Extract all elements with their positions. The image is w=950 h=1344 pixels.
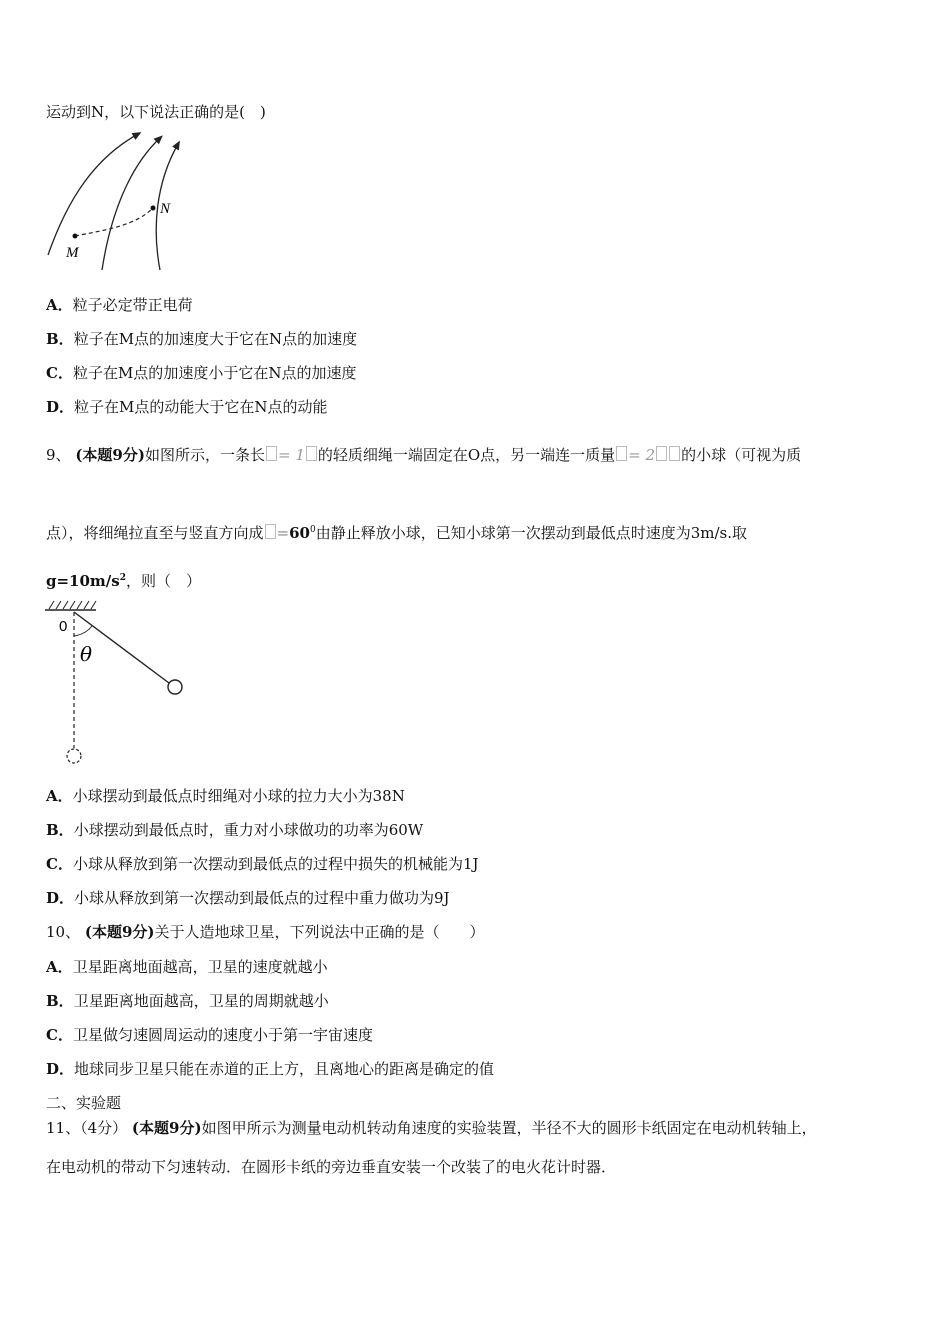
q10-option-a: A．卫星距离地面越高，卫星的速度就越小 <box>46 958 328 976</box>
missing-glyph-icon <box>616 446 627 461</box>
label-o: 0 <box>59 618 68 635</box>
q8-stem-tail: 运动到N，以下说法正确的是( ) <box>46 103 266 121</box>
pendulum-figure <box>40 598 200 773</box>
ball-bottom-dashed <box>67 749 81 763</box>
trajectory <box>75 208 153 236</box>
missing-glyph-icon <box>266 446 277 461</box>
q9-stem-line2: 点），将细绳拉直至与竖直方向成 $=60^0$由静止释放小球，已知小球第一次摆动到最低点时速度为3m/s.取 <box>46 524 747 542</box>
q11-stem-line1: 11、（4分） (本题9分)如图甲所示为测量电动机转动角速度的实验装置，半径不大的圆形卡纸固定在电动机转轴上， <box>46 1119 817 1137</box>
q9-option-b: B．小球摆动到最低点时，重力对小球做功的功率为60W <box>46 821 424 839</box>
point-n <box>151 206 156 211</box>
q8-option-a: A．粒子必定带正电荷 <box>46 296 193 314</box>
q9-stem-line3: $g=10m/s^2$，则（ ） <box>46 572 202 590</box>
section-heading: 二、实验题 <box>46 1094 122 1112</box>
missing-glyph-icon <box>306 446 317 461</box>
q9-option-c: C．小球从释放到第一次摆动到最低点的过程中损失的机械能为1J <box>46 855 479 873</box>
label-m: M <box>66 245 79 261</box>
ball <box>168 680 182 694</box>
missing-glyph-icon <box>669 446 680 461</box>
q10-option-c: C．卫星做匀速圆周运动的速度小于第一宇宙速度 <box>46 1026 373 1044</box>
missing-glyph-icon <box>265 524 276 539</box>
field-line-1 <box>48 134 138 255</box>
q9-stem-line1: 9、 (本题9分)如图所示，一条长 = 1 的轻质细绳一端固定在O点，另一端连一质量 = 2 的小球（可视为质 <box>46 446 802 464</box>
q9-option-d: D．小球从释放到第一次摆动到最低点的过程中重力做功为9J <box>46 889 450 907</box>
point-m <box>73 234 78 239</box>
label-theta: θ <box>80 642 93 666</box>
electric-field-figure <box>40 128 200 273</box>
q9-option-a: A．小球摆动到最低点时细绳对小球的拉力大小为38N <box>46 787 405 805</box>
q8-option-c: C．粒子在M点的加速度小于它在N点的加速度 <box>46 364 357 382</box>
q8-option-b: B．粒子在M点的加速度大于它在N点的加速度 <box>46 330 358 348</box>
field-line-2 <box>102 138 160 270</box>
q10-stem: 10、 (本题9分)关于人造地球卫星，下列说法中正确的是（ ） <box>46 923 485 941</box>
q10-option-b: B．卫星距离地面越高，卫星的周期就越小 <box>46 992 329 1010</box>
q8-option-d: D．粒子在M点的动能大于它在N点的动能 <box>46 398 328 416</box>
q11-stem-line2: 在电动机的带动下匀速转动．在圆形卡纸的旁边垂直安装一个改装了的电火花计时器． <box>46 1158 617 1176</box>
label-n: N <box>160 201 171 217</box>
missing-glyph-icon <box>656 446 667 461</box>
q10-option-d: D．地球同步卫星只能在赤道的正上方，且离地心的距离是确定的值 <box>46 1060 495 1078</box>
angle-arc <box>74 626 92 636</box>
